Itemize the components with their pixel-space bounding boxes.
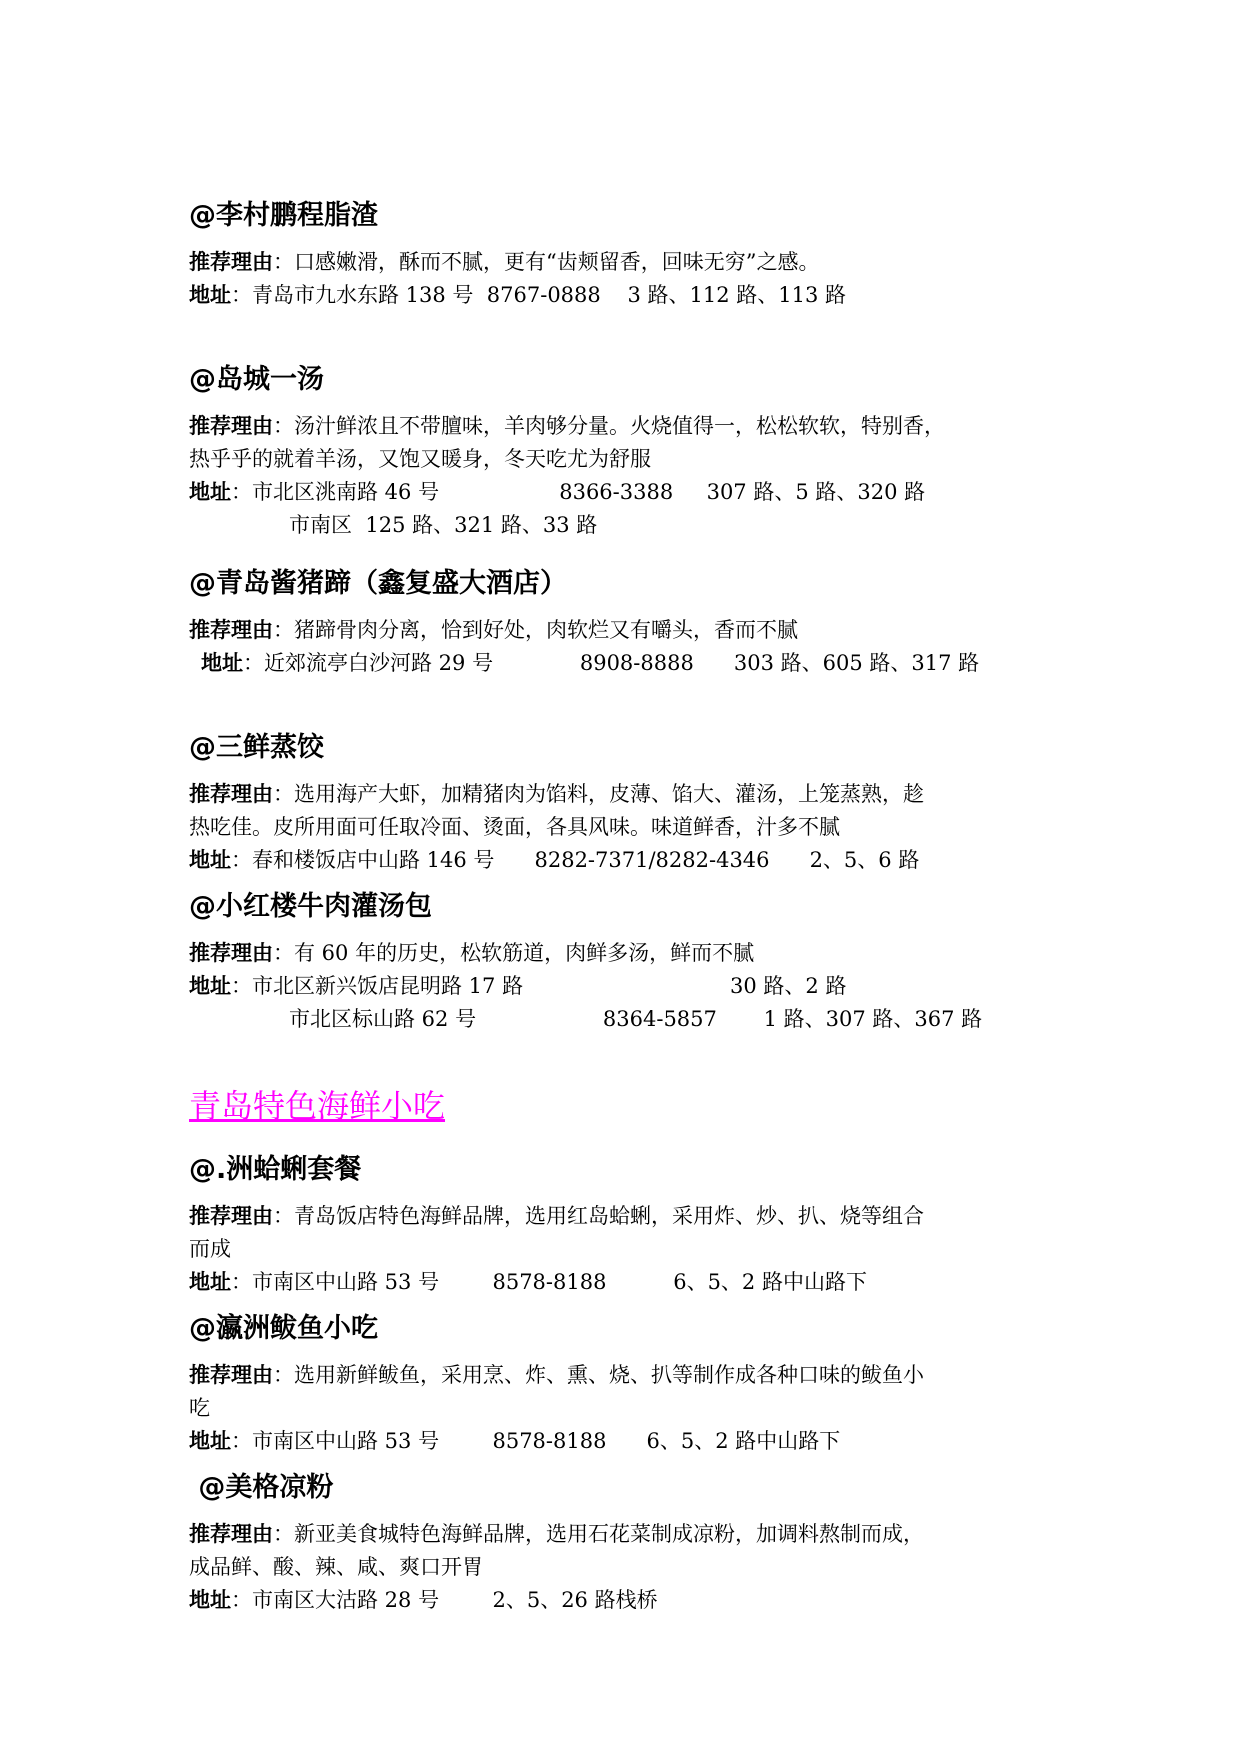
entry-zhou-geli	[189, 1150, 1069, 1299]
address-label: 地址	[189, 1429, 231, 1453]
entry-title: @三鲜蒸饺	[189, 732, 324, 763]
reason-line-continued: 吃	[189, 1396, 210, 1420]
reason-line	[189, 410, 1069, 443]
entry-daocheng-yitang	[189, 360, 1069, 542]
address-text: ：市南区中山路 53 号 8578-8188 6、5、2 路中山路下	[231, 1429, 841, 1453]
reason-line	[189, 778, 1069, 811]
entry-title: @青岛酱猪蹄（鑫复盛大酒店）	[189, 568, 567, 599]
address-label: 地址	[189, 1270, 231, 1294]
address-label: 地址	[189, 974, 231, 998]
address-text: ：青岛市九水东路 138 号 8767-0888 3 路、112 路、113 路	[231, 283, 847, 307]
reason-text: ：有 60 年的历史，松软筋道，肉鲜多汤，鲜而不腻	[273, 941, 755, 965]
reason-text: ：口感嫩滑，酥而不腻，更有“齿颊留香，回味无穷”之感。	[273, 250, 820, 274]
document-page	[189, 196, 1069, 1617]
reason-text: ：汤汁鲜浓且不带膻味，羊肉够分量。火烧值得一，松松软软，特别香，	[273, 414, 945, 438]
reason-label: 推荐理由	[189, 414, 273, 438]
address-line	[189, 844, 1069, 877]
address-line	[189, 970, 1069, 1003]
reason-label: 推荐理由	[189, 1204, 273, 1228]
entry-yingzhou-bayu	[189, 1309, 1069, 1458]
address-text: ：春和楼饭店中山路 146 号 8282-7371/8282-4346 2、5、6 路	[231, 848, 920, 872]
entry-title: @小红楼牛肉灌汤包	[189, 891, 432, 922]
reason-line	[189, 1518, 1069, 1551]
reason-text: ：新亚美食城特色海鲜品牌，选用石花菜制成凉粉，加调料熬制而成，	[273, 1522, 924, 1546]
reason-line-continued: 而成	[189, 1237, 231, 1261]
address-line-continued: 市北区标山路 62 号 8364-5857 1 路、307 路、367 路	[289, 1007, 983, 1031]
reason-line	[189, 1200, 1069, 1233]
reason-text: ：青岛饭店特色海鲜品牌，选用红岛蛤蜊，采用炸、炒、扒、烧等组合	[273, 1204, 924, 1228]
address-label: 地址	[189, 848, 231, 872]
entry-xiaohonglou	[189, 887, 1069, 1036]
entry-title: @瀛洲鲅鱼小吃	[189, 1313, 378, 1344]
address-line	[189, 1266, 1069, 1299]
address-label: 地址	[189, 283, 231, 307]
reason-line	[189, 246, 1069, 279]
reason-label: 推荐理由	[189, 250, 273, 274]
address-line	[189, 476, 1069, 509]
address-line-continued: 市南区 125 路、321 路、33 路	[289, 513, 598, 537]
reason-label: 推荐理由	[189, 1522, 273, 1546]
address-label: 地址	[189, 480, 231, 504]
entry-title: @美格凉粉	[189, 1472, 334, 1503]
address-line	[189, 279, 1069, 312]
entry-title: @岛城一汤	[189, 364, 324, 395]
reason-text: ：选用海产大虾，加精猪肉为馅料，皮薄、馅大、灌汤，上笼蒸熟，趁	[273, 782, 924, 806]
reason-line	[189, 937, 1069, 970]
address-label: 地址	[201, 651, 243, 675]
reason-line	[189, 614, 1069, 647]
entry-meige-liangfen	[189, 1468, 1069, 1617]
address-text: ：市南区大沽路 28 号 2、5、26 路栈桥	[231, 1588, 658, 1612]
entry-jiang-zhuti	[189, 564, 1069, 680]
address-text: ：市南区中山路 53 号 8578-8188 6、5、2 路中山路下	[231, 1270, 867, 1294]
address-line	[189, 1425, 1069, 1458]
reason-line-continued: 成品鲜、酸、辣、咸、爽口开胃	[189, 1555, 483, 1579]
address-line	[189, 1584, 1069, 1617]
reason-label: 推荐理由	[189, 1363, 273, 1387]
reason-text: ：猪蹄骨肉分离，恰到好处，肉软烂又有嚼头，香而不腻	[273, 618, 798, 642]
entry-title: @.洲蛤蜊套餐	[189, 1154, 362, 1185]
section-heading-seafood[interactable]: 青岛特色海鲜小吃	[189, 1087, 446, 1125]
reason-text: ：选用新鲜鲅鱼，采用烹、炸、熏、烧、扒等制作成各种口味的鲅鱼小	[273, 1363, 924, 1387]
reason-label: 推荐理由	[189, 941, 273, 965]
entry-sanxian-zhengjiao	[189, 728, 1069, 877]
address-text: ：近郊流亭白沙河路 29 号 8908-8888 303 路、605 路、317 路	[243, 651, 980, 675]
reason-line-continued: 热乎乎的就着羊汤，又饱又暖身，冬天吃尤为舒服	[189, 447, 651, 471]
reason-label: 推荐理由	[189, 618, 273, 642]
entry-title: @李村鹏程脂渣	[189, 200, 378, 231]
address-line	[189, 647, 1069, 680]
reason-label: 推荐理由	[189, 782, 273, 806]
address-text: ：市北区洮南路 46 号 8366-3388 307 路、5 路、320 路	[231, 480, 926, 504]
address-text: ：市北区新兴饭店昆明路 17 路 30 路、2 路	[231, 974, 847, 998]
reason-line	[189, 1359, 1069, 1392]
address-label: 地址	[189, 1588, 231, 1612]
entry-lichun-zhizha	[189, 196, 1069, 312]
reason-line-continued: 热吃佳。皮所用面可任取冷面、烫面，各具风味。味道鲜香，汁多不腻	[189, 815, 840, 839]
